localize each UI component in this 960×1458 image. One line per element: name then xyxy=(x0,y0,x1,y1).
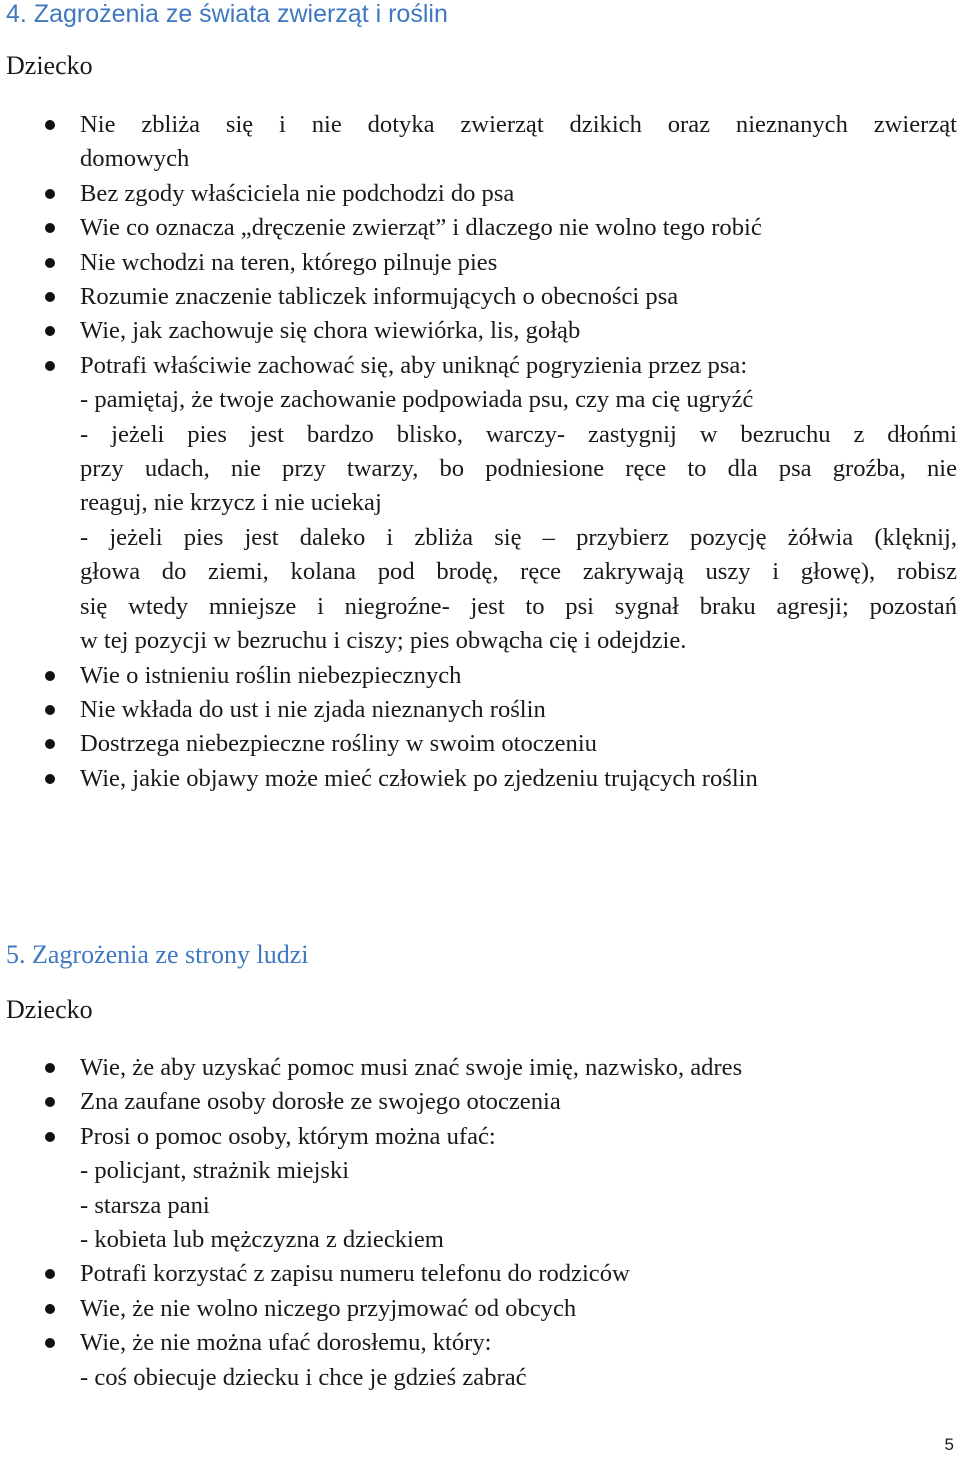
list-item-line: reaguj, nie krzycz i nie uciekaj xyxy=(80,489,382,517)
section-5-title: 5. Zagrożenia ze strony ludzi xyxy=(6,940,309,969)
list-item xyxy=(0,349,960,659)
bullet-icon xyxy=(45,326,55,336)
list-item xyxy=(0,177,960,211)
list-item-line: Wie o istnieniu roślin niebezpiecznych xyxy=(80,661,462,689)
bullet-icon xyxy=(45,189,55,199)
list-item xyxy=(0,1051,960,1085)
list-item-line: Potrafi właściwie zachować się, aby uniknąć pogryzienia przez psa: xyxy=(80,351,748,379)
list-item-line: się wtedy mniejsze i niegroźne- jest to psi sygnał braku agresji; pozostań xyxy=(80,592,957,620)
list-item-line: Nie wkłada do ust i nie zjada nieznanych roślin xyxy=(80,695,546,723)
bullet-icon xyxy=(45,258,55,268)
list-item-line: - pamiętaj, że twoje zachowanie podpowiada psu, czy ma cię ugryźć xyxy=(80,386,754,414)
bullet-icon xyxy=(45,1304,55,1314)
list-item xyxy=(0,1257,960,1291)
list-item xyxy=(0,693,960,727)
list-item xyxy=(0,727,960,761)
bullet-icon xyxy=(45,1269,55,1279)
section-5-subtitle: Dziecko xyxy=(6,995,93,1024)
list-item-line: Nie zbliża się i nie dotyka zwierząt dzikich oraz nieznanych zwierząt xyxy=(80,111,957,138)
list-item-line: Wie, że nie można ufać dorosłemu, który: xyxy=(80,1329,492,1357)
list-item-line: Nie wchodzi na teren, którego pilnuje pies xyxy=(80,248,498,276)
section-5-list xyxy=(0,1051,960,1395)
list-item-line: Potrafi korzystać z zapisu numeru telefonu do rodziców xyxy=(80,1260,630,1288)
bullet-icon xyxy=(45,1097,55,1107)
page-number: 5 xyxy=(944,1435,954,1454)
bullet-icon xyxy=(45,1132,55,1142)
bullet-icon xyxy=(45,1063,55,1073)
list-item-line: Prosi o pomoc osoby, którym można ufać: xyxy=(80,1122,496,1150)
list-item xyxy=(0,762,960,796)
bullet-icon xyxy=(45,292,55,302)
bullet-icon xyxy=(45,120,55,130)
section-4-subtitle: Dziecko xyxy=(6,51,93,80)
bullet-icon xyxy=(45,1338,55,1348)
list-item-line: - coś obiecuje dziecku i chce je gdzieś zabrać xyxy=(80,1363,527,1391)
section-4-title: 4. Zagrożenia ze świata zwierząt i roślin xyxy=(6,0,448,28)
list-item-line: domowych xyxy=(80,145,190,173)
list-item-line: głowa do ziemi, kolana pod brodę, ręce zakrywają uszy i głowę), robisz xyxy=(80,558,957,586)
list-item xyxy=(0,1120,960,1258)
bullet-icon xyxy=(45,739,55,749)
list-item-line: - kobieta lub mężczyzna z dzieckiem xyxy=(80,1226,444,1254)
list-item xyxy=(0,659,960,693)
list-item xyxy=(0,280,960,314)
list-item-line: Wie, że nie wolno niczego przyjmować od obcych xyxy=(80,1294,577,1322)
bullet-icon xyxy=(45,671,55,681)
list-item-line: - policjant, strażnik miejski xyxy=(80,1157,350,1185)
bullet-icon xyxy=(45,705,55,715)
list-item-line: Bez zgody właściciela nie podchodzi do psa xyxy=(80,179,515,207)
list-item-line: - jeżeli pies jest daleko i zbliża się – przybierz pozycję żółwia (klęknij, xyxy=(80,523,957,551)
list-item-line: Zna zaufane osoby dorosłe ze swojego otoczenia xyxy=(80,1088,561,1116)
bullet-icon xyxy=(45,223,55,233)
list-item xyxy=(0,246,960,280)
list-item xyxy=(0,211,960,245)
list-item xyxy=(0,1326,960,1395)
list-item-line: Dostrzega niebezpieczne rośliny w swoim otoczeniu xyxy=(80,730,597,758)
list-item-line: Rozumie znaczenie tabliczek informujących o obecności psa xyxy=(80,283,679,311)
list-item-line: Wie, jak zachowuje się chora wiewiórka, lis, gołąb xyxy=(80,317,581,345)
list-item-line: przy udach, nie przy twarzy, bo podniesione ręce to dla psa groźba, nie xyxy=(80,455,957,483)
list-item-line: w tej pozycji w bezruchu i ciszy; pies obwącha cię i odejdzie. xyxy=(80,627,687,655)
bullet-icon xyxy=(45,361,55,371)
bullet-icon xyxy=(45,774,55,784)
list-item-line: - jeżeli pies jest bardzo blisko, warczy- zastygnij w bezruchu z dłońmi xyxy=(80,420,957,448)
list-item xyxy=(0,1085,960,1119)
list-item xyxy=(0,314,960,348)
list-item-line: Wie, że aby uzyskać pomoc musi znać swoje imię, nazwisko, adres xyxy=(80,1054,743,1081)
list-item-line: - starsza pani xyxy=(80,1191,210,1219)
list-item xyxy=(0,108,960,177)
list-item-line: Wie, jakie objawy może mieć człowiek po zjedzeniu trujących roślin xyxy=(80,764,758,792)
list-item xyxy=(0,1292,960,1326)
section-4-list xyxy=(0,108,960,796)
list-item-line: Wie co oznacza „dręczenie zwierząt” i dlaczego nie wolno tego robić xyxy=(80,214,762,242)
